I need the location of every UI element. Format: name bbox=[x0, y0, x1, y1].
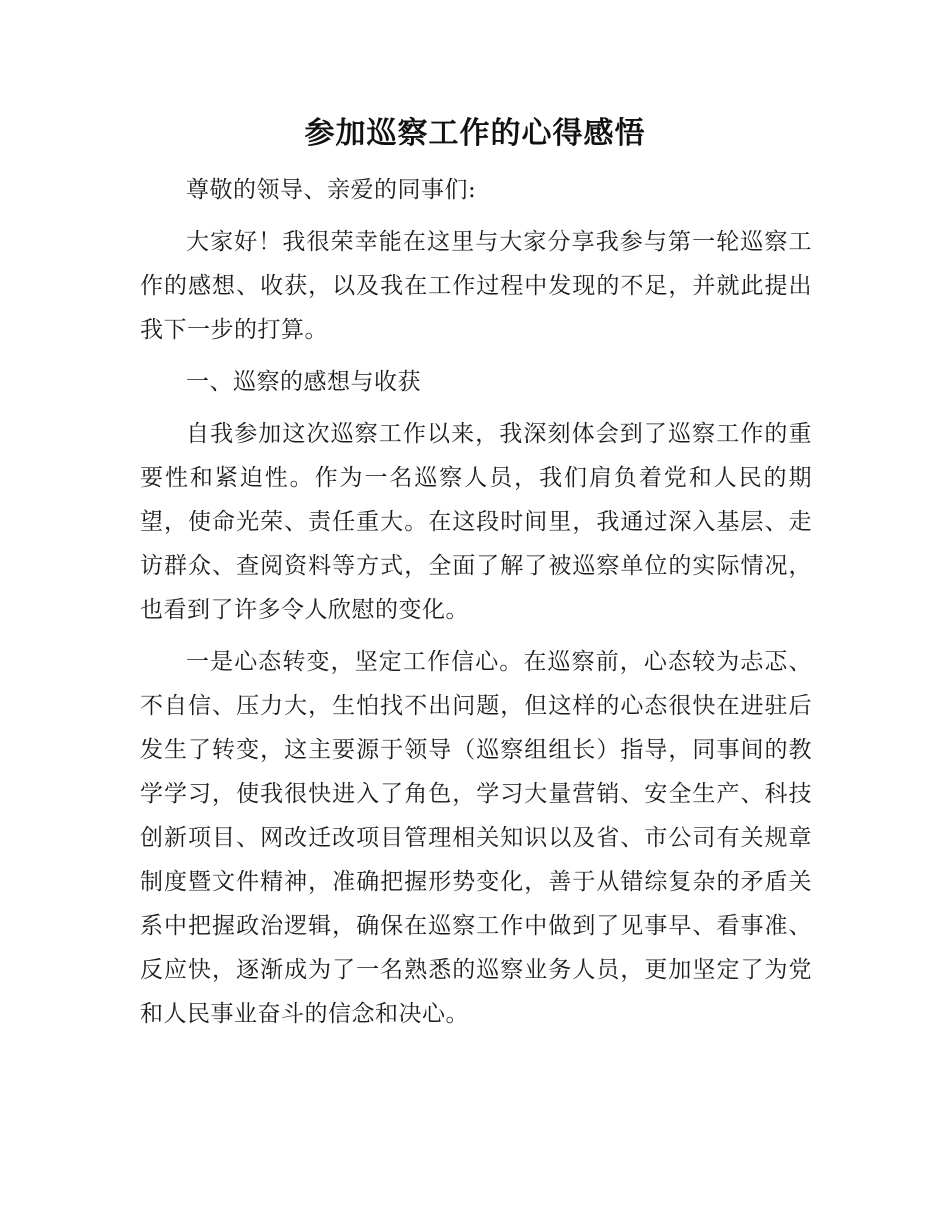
salutation: 尊敬的领导、亲爱的同事们: bbox=[186, 177, 477, 203]
paragraph-mindset: 一是心态转变，坚定工作信心。在巡察前，心态较为忐忑、不自信、压力大，生怕找不出问题，但这样的心态很快在进驻后发生了转变，这主要源于领导（巡察组组长）指导，同事间的教学学习，使我很快进入了角色，学习大量营销、安全生产、科技创新项目、网改迁改项目管理相关知识以及省、市公司有关规章制度暨文件精神，准确把握形势变化，善于从错综复杂的矛盾关系中把握政治逻辑，确保在巡察工作中做到了见事早、看事准、反应快，逐渐成为了一名熟悉的巡察业务人员，更加坚定了为党和人民事业奋斗的信念和决心。 bbox=[140, 649, 812, 1027]
paragraph-greeting: 大家好！我很荣幸能在这里与大家分享我参与第一轮巡察工作的感想、收获，以及我在工作过程中发现的不足，并就此提出我下一步的打算。 bbox=[140, 229, 812, 343]
section-heading: 一、巡察的感想与收获 bbox=[186, 369, 421, 395]
document-title: 参加巡察工作的心得感悟 bbox=[304, 116, 646, 151]
paragraph-experience: 自我参加这次巡察工作以来，我深刻体会到了巡察工作的重要性和紧迫性。作为一名巡察人员，我们肩负着党和人民的期望，使命光荣、责任重大。在这段时间里，我通过深入基层、走访群众、查阅资料等方式，全面了解了被巡察单位的实际情况，也看到了许多令人欣慰的变化。 bbox=[140, 421, 812, 623]
document-body bbox=[140, 168, 812, 1044]
